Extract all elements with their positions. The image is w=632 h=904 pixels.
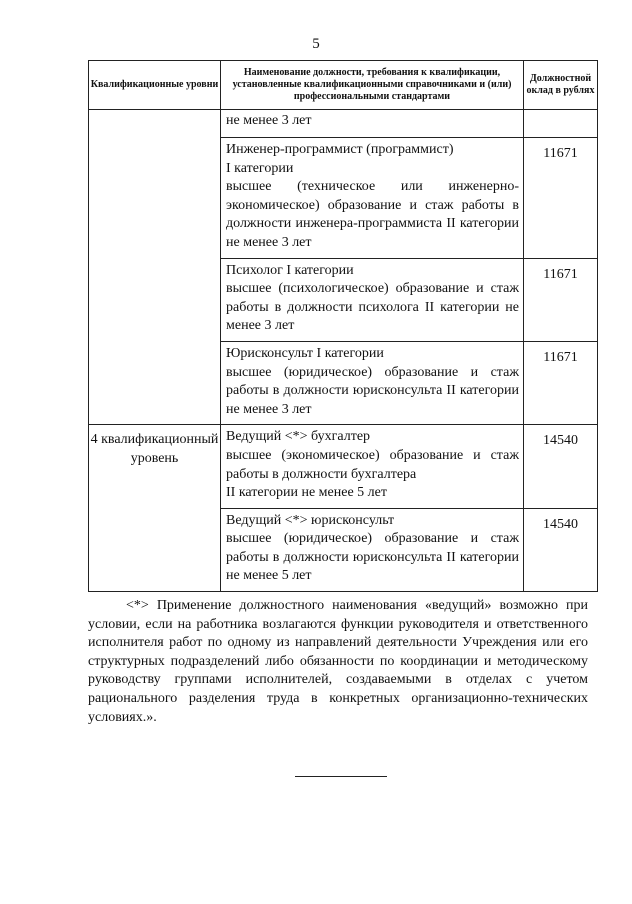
salary-value: 11671 xyxy=(524,258,598,341)
position-description xyxy=(221,138,524,259)
position-requirements: высшее (юридическое) образование и стаж работы в должности юрисконсульта II категории не менее 3 лет xyxy=(226,364,519,417)
header-position-requirements: Наименование должности, требования к квалификации, установленные квалификационными справочниками и (или) профессиональными стандартами xyxy=(221,61,524,110)
salary-value: 11671 xyxy=(524,341,598,424)
table-row xyxy=(89,425,598,508)
salary-value: 11671 xyxy=(524,138,598,259)
level4-label: 4 квалификационный уровень xyxy=(89,425,221,592)
page-number: 5 xyxy=(312,36,320,52)
continuation-text: не менее 3 лет xyxy=(221,110,524,138)
position-line: II категории не менее 5 лет xyxy=(226,485,387,501)
position-title: Юрисконсульт I категории xyxy=(226,345,384,361)
footnote xyxy=(88,597,588,727)
position-description xyxy=(221,425,524,508)
closing-divider xyxy=(295,776,387,777)
position-line: I категории xyxy=(226,160,294,176)
position-requirements: высшее (юридическое) образование и стаж работы в должности юрисконсульта II категории не менее 5 лет xyxy=(226,531,519,584)
table-row xyxy=(89,110,598,138)
footnote-text: <*> Применение должностного наименования «ведущий» возможно при условии, если на работника возлагаются функции руководителя и ответственного исполнителя работ по одному из направлений деятельности Учреждения или его структурных подразделений либо обязанности по координации и методическому руководству группами исполнителей, создаваемыми в отделах с учетом рационального разделения труда в конкретных организационно-технических условиях.». xyxy=(88,598,588,725)
position-title: Ведущий <*> бухгалтер xyxy=(226,429,371,445)
position-description xyxy=(221,258,524,341)
level3-cell xyxy=(89,110,221,425)
table-header-row xyxy=(89,61,598,110)
header-qualification-levels: Квалификационные уровни xyxy=(89,61,221,110)
header-salary: Должностной оклад в рублях xyxy=(524,61,598,110)
position-title: Инженер-программист (программист) xyxy=(226,142,454,157)
salary-value: 14540 xyxy=(524,425,598,508)
position-requirements: высшее (психологическое) образование и стаж работы в должности психолога II категории не менее 3 лет xyxy=(226,281,519,334)
position-requirements: высшее (техническое или инженерно-экономическое) образование и стаж работы в должности инженера-программиста II категории не менее 3 лет xyxy=(226,179,519,250)
position-description xyxy=(221,341,524,424)
empty-salary-cell xyxy=(524,110,598,138)
position-title: Психолог I категории xyxy=(226,262,354,278)
salary-table xyxy=(88,60,598,592)
position-title: Ведущий <*> юрисконсульт xyxy=(226,512,395,528)
salary-value: 14540 xyxy=(524,508,598,591)
position-description xyxy=(221,508,524,591)
position-requirements: высшее (экономическое) образование и стаж работы в должности бухгалтера xyxy=(226,447,519,482)
